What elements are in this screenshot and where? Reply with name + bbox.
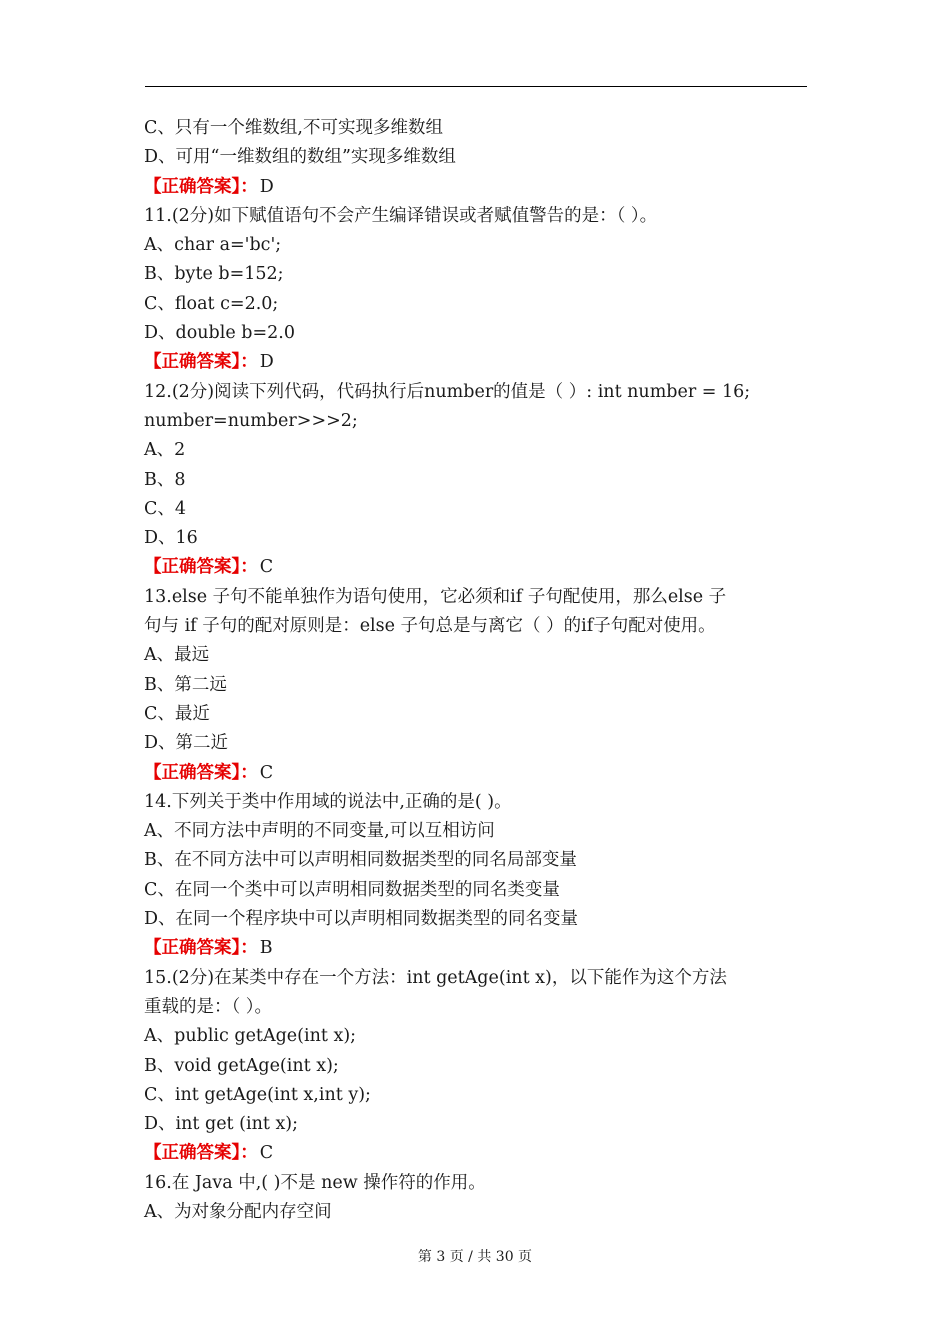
option-line: C、int getAge(int x,int y); <box>144 1084 371 1105</box>
question-line: 15.(2分)在某类中存在一个方法：int getAge(int x)，以下能作为这个方法 <box>144 967 727 988</box>
question-line: 12.(2分)阅读下列代码，代码执行后number的值是（ ）: int number = 16; <box>144 381 751 402</box>
answer-line <box>144 759 808 788</box>
answer-value: B <box>259 938 273 959</box>
option-line: B、第二远 <box>144 674 227 695</box>
document-body <box>144 114 808 1227</box>
option-line: A、public getAge(int x); <box>144 1026 357 1047</box>
answer-value: C <box>259 1143 274 1164</box>
answer-label: 【正确答案】： <box>144 938 258 959</box>
answer-line <box>144 348 808 377</box>
option-line: C、最近 <box>144 703 210 724</box>
option-line: D、int get (int x); <box>144 1114 299 1135</box>
option-line: A、为对象分配内存空间 <box>144 1201 332 1222</box>
answer-value: C <box>259 762 274 783</box>
question-line: 11.(2分)如下赋值语句不会产生编译错误或者赋值警告的是：（ ）。 <box>144 205 658 226</box>
answer-value: C <box>259 557 274 578</box>
option-line: A、2 <box>144 440 186 461</box>
option-line: C、float c=2.0; <box>144 293 279 314</box>
answer-line <box>144 934 808 963</box>
option-line: C、4 <box>144 498 187 519</box>
answer-value: D <box>259 176 274 197</box>
option-line: B、在不同方法中可以声明相同数据类型的同名局部变量 <box>144 850 577 871</box>
page-footer: 第 3 页 / 共 30 页 <box>417 1249 533 1265</box>
question-line: 句与 if 子句的配对原则是：else 子句总是与离它（ ）的if子句配对使用。 <box>144 616 716 637</box>
answer-line <box>144 1139 808 1168</box>
option-line: C、在同一个类中可以声明相同数据类型的同名类变量 <box>144 879 560 900</box>
option-line: B、void getAge(int x); <box>144 1055 339 1076</box>
option-line: A、不同方法中声明的不同变量,可以互相访问 <box>144 821 495 842</box>
option-line: A、char a='bc'; <box>144 235 282 256</box>
option-line: D、double b=2.0 <box>144 323 295 344</box>
option-line: D、可用“一维数组的数组”实现多维数组 <box>144 147 456 168</box>
option-line: B、byte b=152; <box>144 264 284 285</box>
answer-line <box>144 553 808 582</box>
answer-label: 【正确答案】： <box>144 762 258 783</box>
answer-label: 【正确答案】： <box>144 1143 258 1164</box>
option-line: C、只有一个维数组,不可实现多维数组 <box>144 118 443 138</box>
option-line: D、16 <box>144 528 198 549</box>
option-line: A、最远 <box>144 645 210 666</box>
question-line: number=number>>>2; <box>144 410 358 431</box>
answer-value: D <box>259 352 274 373</box>
answer-label: 【正确答案】： <box>144 352 258 373</box>
answer-label: 【正确答案】： <box>144 557 258 578</box>
header-rule <box>145 86 807 87</box>
question-line: 14.下列关于类中作用域的说法中,正确的是( )。 <box>144 791 512 812</box>
question-line: 16.在 Java 中,( )不是 new 操作符的作用。 <box>144 1172 486 1193</box>
answer-label: 【正确答案】： <box>144 176 258 197</box>
option-line: D、在同一个程序块中可以声明相同数据类型的同名变量 <box>144 909 579 930</box>
option-line: B、8 <box>144 469 186 490</box>
option-line: D、第二近 <box>144 733 229 754</box>
answer-line <box>144 173 808 202</box>
question-line: 重载的是：（ ）。 <box>144 996 273 1017</box>
question-line: 13.else 子句不能单独作为语句使用，它必须和if 子句配使用，那么else 子 <box>144 586 727 607</box>
